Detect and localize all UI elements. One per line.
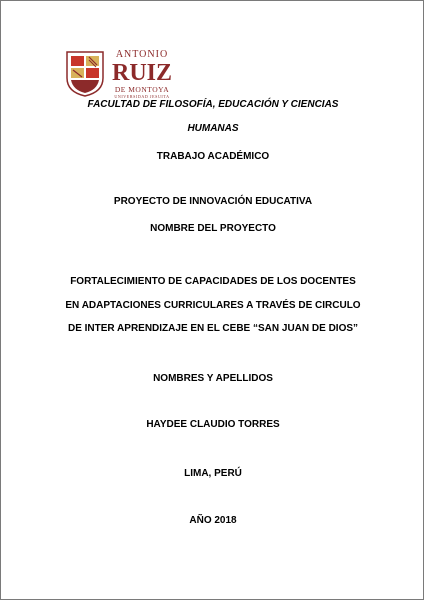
logo-line-4: UNIVERSIDAD JESUITA (114, 93, 170, 99)
university-wordmark (111, 50, 173, 99)
university-logo (63, 48, 173, 100)
project-name-label: NOMBRE DEL PROYECTO (150, 223, 276, 234)
faculty-line-1: FACULTAD DE FILOSOFÍA, EDUCACIÓN Y CIENCIAS (87, 99, 339, 110)
names-label: NOMBRES Y APELLIDOS (153, 373, 273, 384)
logo-line-2: RUIZ (111, 60, 172, 86)
project-title-line-2: EN ADAPTACIONES CURRICULARES A TRAVÉS DE CIRCULO (65, 300, 361, 311)
author-name: HAYDEE CLAUDIO TORRES (146, 419, 280, 430)
logo-line-1: ANTONIO (115, 49, 169, 60)
place: LIMA, PERÚ (184, 468, 242, 479)
logo-line-3: DE MONTOYA (114, 85, 170, 94)
faculty-line-2: HUMANAS (187, 123, 239, 134)
project-title-line-1: FORTALECIMIENTO DE CAPACIDADES DE LOS DOCENTES (70, 276, 356, 287)
year: AÑO 2018 (189, 515, 237, 526)
work-type: TRABAJO ACADÉMICO (156, 151, 270, 162)
project-type: PROYECTO DE INNOVACIÓN EDUCATIVA (113, 196, 313, 207)
project-title-line-3: DE INTER APRENDIZAJE EN EL CEBE “SAN JUAN DE DIOS” (67, 323, 359, 334)
university-seal-icon (63, 48, 107, 98)
